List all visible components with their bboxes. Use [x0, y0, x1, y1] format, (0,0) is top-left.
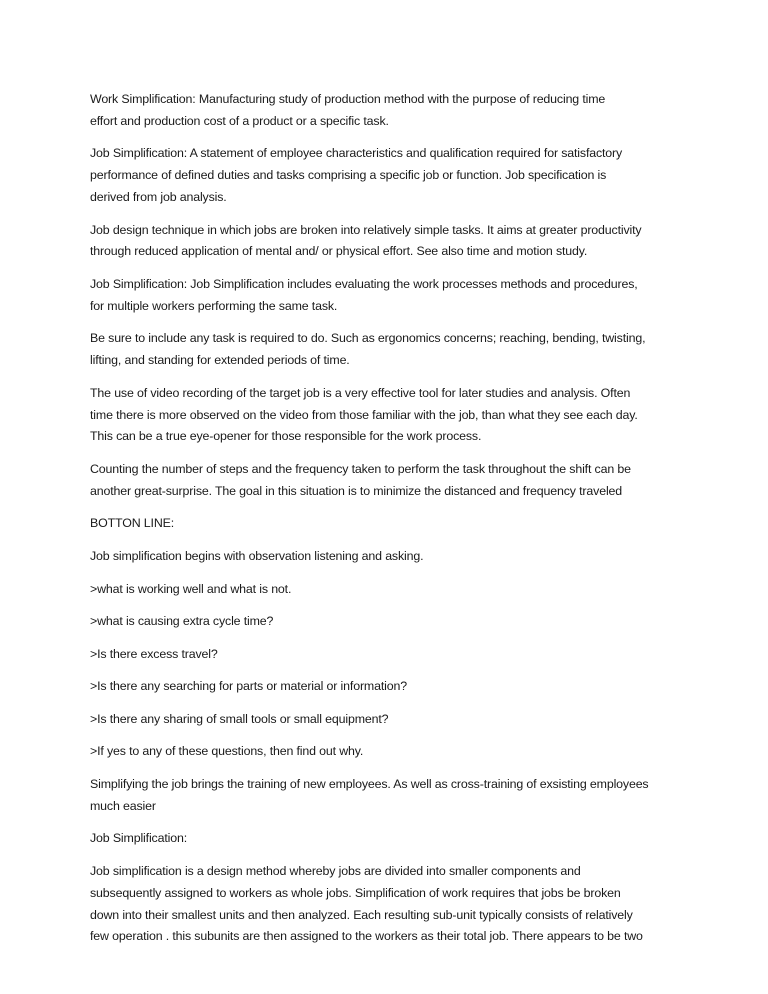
question-item: >If yes to any of these questions, then find out why. — [90, 744, 364, 759]
paragraph-simplifying-training: Simplifying the job brings the training of new employees. As well as cross-training of exsisting employees much easier — [90, 777, 649, 813]
paragraph-job-design-technique: Job design technique in which jobs are broken into relatively simple tasks. It aims at greater productivity through reduced application of mental and/ or physical effort. See also time and motion study. — [90, 222, 642, 259]
paragraph-video-recording: The use of video recording of the target job is a very effective tool for later studies and analysis. Often time there is more observed on the video from those familiar with the job, than what they see each day. This can be a true eye-opener for those responsible for the work process. — [90, 385, 638, 444]
question-item: >Is there excess travel? — [90, 646, 218, 661]
paragraph-job-simplification-evaluating: Job Simplification: Job Simplification includes evaluating the work processes methods and procedures, for multiple workers performing the same task. — [90, 276, 638, 313]
paragraph-work-simplification: Work Simplification: Manufacturing study of production method with the purpose of reducing time effort and production cost of a product or a specific task. — [90, 92, 606, 128]
paragraph-observation: Job simplification begins with observation listening and asking. — [90, 548, 424, 563]
heading-bottom-line: BOTTON LINE: — [90, 516, 175, 531]
heading-job-simplification: Job Simplification: — [90, 831, 188, 846]
question-item: >what is causing extra cycle time? — [90, 614, 274, 629]
question-item: >what is working well and what is not. — [90, 581, 292, 596]
paragraph-job-simplification-statement: Job Simplification: A statement of employee characteristics and qualification required for satisfactory performance of defined duties and tasks comprising a specific job or function. Job specification is derived from job analysis. — [90, 146, 623, 204]
paragraph-counting-steps: Counting the number of steps and the frequency taken to perform the task throughout the shift can be another great-surprise. The goal in this situation is to minimize the distanced and frequency traveled — [90, 461, 631, 498]
question-item: >Is there any searching for parts or material or information? — [90, 679, 407, 694]
paragraph-include-tasks: Be sure to include any task is required to do. Such as ergonomics concerns; reaching, bending, twisting, lifting, and standing for extended periods of time. — [90, 331, 646, 368]
paragraph-design-method: Job simplification is a design method whereby jobs are divided into smaller components and subsequently assigned to workers as whole jobs. Simplification of work requires that jobs be broken down into their smallest units and then analyzed. Each resulting sub-unit typically consists of relatively few operation . this subunits are then assigned to the workers as their total job. There appears to be two — [90, 864, 643, 944]
question-item: >Is there any sharing of small tools or small equipment? — [90, 711, 389, 726]
document-body — [90, 89, 690, 959]
